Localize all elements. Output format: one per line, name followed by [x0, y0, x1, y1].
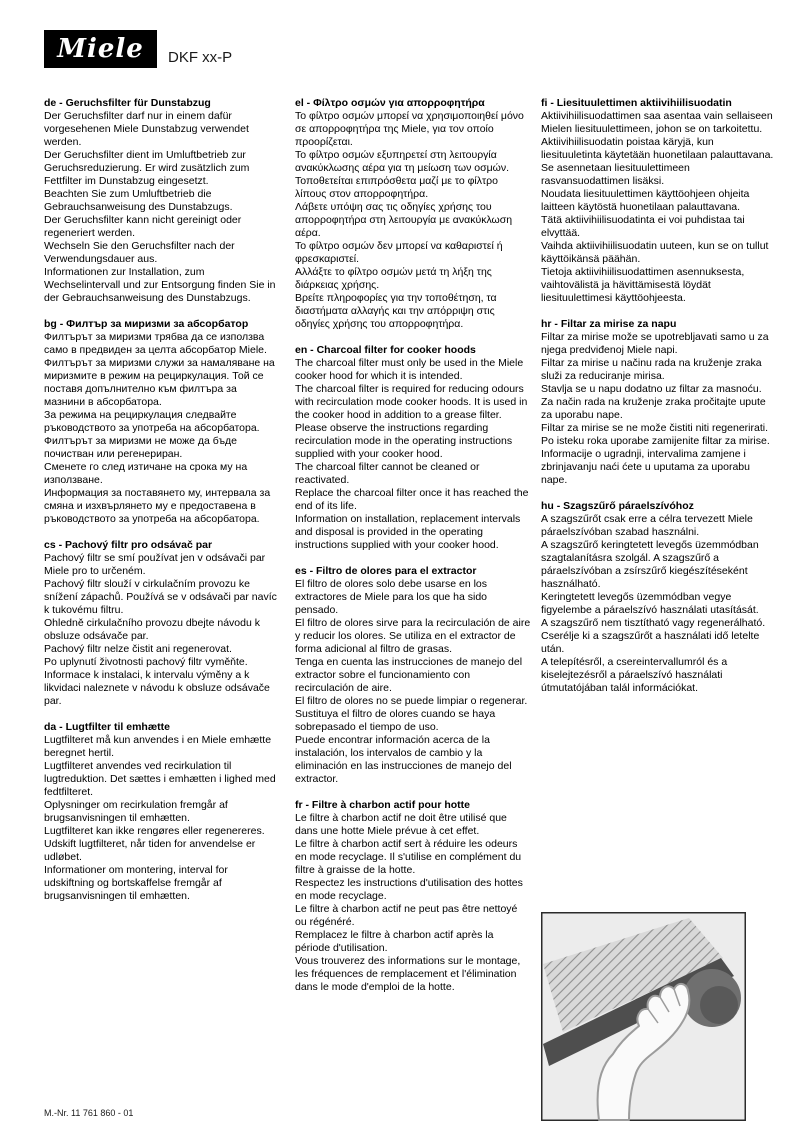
section-da — [44, 721, 280, 903]
paragraph: Oplysninger om recirkulation fremgår af brugsanvisningen til emhætten. — [44, 799, 228, 824]
paragraph: Filtar za mirise se ne može čistiti niti regenerirati. — [541, 422, 768, 434]
paragraph: Pachový filtr slouží v cirkulačním provozu ke snížení zápachů. Používá se v odsávači par navíc k tukovému filtru. — [44, 578, 277, 616]
paragraph: Informace k instalaci, k intervalu výměny a k likvidaci naleznete v návodu k obsluze odsávače par. — [44, 669, 270, 707]
paragraph: A telepítésről, a csereintervallumról és a kiselejtezésről a páraelszívó használati útmutatójában talál információkat. — [541, 656, 728, 694]
section-heading-hr: hr - Filtar za mirise za napu — [541, 318, 677, 330]
section-heading-fr: fr - Filtre à charbon actif pour hotte — [295, 799, 471, 811]
paragraph: Tätä aktiivihiilisuodatinta ei voi puhdistaa tai elvyttää. — [541, 214, 745, 239]
paragraph: El filtro de olores no se puede limpiar o regenerar. — [295, 695, 528, 707]
section-fr — [295, 799, 531, 994]
paragraph: Der Geruchsfilter darf nur in einem dafür vorgesehenen Miele Dunstabzug verwendet werden. — [44, 110, 249, 148]
section-de — [44, 97, 280, 305]
paragraph: Το φίλτρο οσμών εξυπηρετεί στη λειτουργία ανακύκλωσης αέρα για τη μείωση των οσμών. Τοποθετείται επιπρόσθετα μαζί με το φίλτρο λίπους στον απορροφητήρα. — [295, 149, 510, 200]
miele-logo — [44, 30, 157, 68]
paragraph: Филтърът за миризми не може да бъде почистван или регенериран. — [44, 435, 238, 460]
section-heading-el: el - Φίλτρο οσμών για απορροφητήρα — [295, 97, 485, 109]
paragraph: Αλλάξτε το φίλτρο οσμών μετά τη λήξη της διάρκειας χρήσης. — [295, 266, 492, 291]
paragraph: The charcoal filter is required for reducing odours with recirculation mode cooker hoods. It is used in the cooker hood in addition to a grease filter. — [295, 383, 528, 421]
section-hr — [541, 318, 777, 487]
paragraph: Tenga en cuenta las instrucciones de manejo del extractor sobre el funcionamiento con recirculación de aire. — [295, 656, 523, 694]
paragraph: Aktiivihiilisuodatin poistaa käryjä, kun liesituuletinta käytetään huonetilaan palauttavana. — [541, 136, 774, 161]
paragraph: Informationen zur Installation, zum Wechselintervall und zur Entsorgung finden Sie in der Gebrauchsanweisung des Dunstabzugs. — [44, 266, 276, 304]
section-hu — [541, 500, 777, 695]
paragraph: El filtro de olores solo debe usarse en los extractores de Miele para los que ha sido pensado. — [295, 578, 488, 616]
paragraph: Puede encontrar información acerca de la instalación, los intervalos de cambio y la eliminación en las instrucciones de manejo del extractor. — [295, 734, 512, 785]
section-heading-cs: cs - Pachový filtr pro odsávač par — [44, 539, 213, 551]
paragraph: Βρείτε πληροφορίες για την τοποθέτηση, τα διαστήματα αλλαγής και την απόρριψη στις οδηγίες χρήσης του απορροφητήρα. — [295, 292, 497, 330]
paragraph: Respectez les instructions d'utilisation des hottes en mode recyclage. — [295, 877, 523, 902]
section-heading-fi: fi - Liesituulettimen aktiivihiilisuodatin — [541, 97, 732, 109]
paragraph: Keringtetett levegős üzemmódban vegye figyelembe a páraelszívó használati utasítását. — [541, 591, 759, 616]
paragraph: Replace the charcoal filter once it has reached the end of its life. — [295, 487, 529, 512]
paragraph: Der Geruchsfilter dient im Umluftbetrieb zur Geruchsreduzierung. Er wird zusätzlich zum Fettfilter im Dunstabzug eingesetzt. — [44, 149, 250, 187]
paragraph: A szagszűrőt csak erre a célra tervezett Miele páraelszívóban szabad használni. — [541, 513, 753, 538]
brand-wordmark: Miele — [57, 34, 144, 64]
column-3 — [541, 97, 777, 708]
paragraph: Noudata liesituulettimen käyttöohjeen ohjeita laitteen käytöstä huonetilaan palauttavana. — [541, 188, 750, 213]
paragraph: Le filtre à charbon actif ne doit être utilisé que dans une hotte Miele prévue à cet effet. — [295, 812, 507, 837]
filter-illustration — [541, 912, 746, 1121]
paragraph: A szagszűrő keringtetett levegős üzemmódban szagtalanításra szolgál. A szagszűrő a páraelszívóban a zsírszűrő kiegészítéseként használható. — [541, 539, 759, 590]
paragraph: A szagszűrő nem tisztítható vagy regenerálható. — [541, 617, 766, 629]
paragraph: Po uplynutí životnosti pachový filtr vyměňte. — [44, 656, 248, 668]
paragraph: За режима на рециркулация следвайте ръководството за употреба на абсорбатора. — [44, 409, 260, 434]
paragraph: Информация за поставянето му, интервала за смяна и изхвърлянето му е предоставена в ръководството за употреба на абсорбатора. — [44, 487, 271, 525]
material-number: M.-Nr. 11 761 860 - 01 — [44, 1108, 134, 1118]
paragraph: Tietoja aktiivihiilisuodattimen asennuksesta, vaihtovälistä ja hävittämisestä löydät liesituulettimesi käyttöohjeesta. — [541, 266, 745, 304]
paragraph: Sustituya el filtro de olores cuando se haya sobrepasado el tiempo de uso. — [295, 708, 496, 733]
paragraph: Po isteku roka uporabe zamijenite filtar za mirise. — [541, 435, 770, 447]
paragraph: Vaihda aktiivihiilisuodatin uuteen, kun se on tullut käyttöikänsä päähän. — [541, 240, 769, 265]
column-1 — [44, 97, 280, 916]
paragraph: Informationer om montering, interval for udskiftning og bortskaffelse fremgår af brugsanvisningen til emhætten. — [44, 864, 228, 902]
paragraph: The charcoal filter must only be used in the Miele cooker hood for which it is intended. — [295, 357, 524, 382]
section-heading-da: da - Lugtfilter til emhætte — [44, 721, 170, 733]
section-fi — [541, 97, 777, 305]
section-heading-bg: bg - Филтър за миризми за абсорбатор — [44, 318, 249, 330]
paragraph: Λάβετε υπόψη σας τις οδηγίες χρήσης του απορροφητήρα στη λειτουργία με ανακύκλωση αέρα. — [295, 201, 513, 239]
paragraph: Pachový filtr se smí používat jen v odsávači par Miele pro to určeném. — [44, 552, 266, 577]
section-bg — [44, 318, 280, 526]
paragraph: El filtro de olores sirve para la recirculación de aire y reducir los olores. Se utiliza en el extractor de forma adicional al filtro de grasas. — [295, 617, 531, 655]
paragraph: Please observe the instructions regarding recirculation mode in the operating instructions supplied with your cooker hood. — [295, 422, 513, 460]
paragraph: Το φίλτρο οσμών μπορεί να χρησιμοποιηθεί μόνο σε απορροφητήρα της Miele, για τον οποίο προορίζεται. — [295, 110, 524, 148]
paragraph: Филтърът за миризми трябва да се използва само в предвиден за целта абсорбатор Miele. — [44, 331, 267, 356]
paragraph: Aktiivihiilisuodattimen saa asentaa vain sellaiseen Mielen liesituulettimeen, johon se on tarkoitettu. — [541, 110, 773, 135]
section-heading-en: en - Charcoal filter for cooker hoods — [295, 344, 476, 356]
section-heading-es: es - Filtro de olores para el extractor — [295, 565, 477, 577]
paragraph: Informacije o ugradnji, intervalima zamjene i zbrinjavanju naći ćete u uputama za uporabu nape. — [541, 448, 750, 486]
paragraph: Information on installation, replacement intervals and disposal is provided in the operating instructions supplied with your cooker hood. — [295, 513, 521, 551]
charcoal-filter-disc-shadow — [700, 986, 738, 1024]
paragraph: Filtar za mirise može se upotrebljavati samo u za njega predviđenoj Miele napi. — [541, 331, 769, 356]
paragraph: Stavlja se u napu dodatno uz filtar za masnoću. — [541, 383, 762, 395]
paragraph: Der Geruchsfilter kann nicht gereinigt oder regeneriert werden. — [44, 214, 242, 239]
paragraph: Филтърът за миризми служи за намаляване на миризмите в режим на рециркулация. Той се поставя допълнително към филтъра за мазнини в абсорбатора. — [44, 357, 275, 408]
paragraph: Ohledně cirkulačního provozu dbejte návodu k obsluze odsávače par. — [44, 617, 260, 642]
paragraph: Pachový filtr nelze čistit ani regenerovat. — [44, 643, 232, 655]
paragraph: Za način rada na kruženje zraka pročitajte upute za uporabu nape. — [541, 396, 766, 421]
paragraph: Filtar za mirise u načinu rada na kruženje zraka služi za reduciranje mirisa. — [541, 357, 762, 382]
section-en — [295, 344, 531, 552]
section-cs — [44, 539, 280, 708]
paragraph: Le filtre à charbon actif ne peut pas être nettoyé ou régénéré. — [295, 903, 518, 928]
paragraph: Vous trouverez des informations sur le montage, les fréquences de remplacement et l'élimination dans le mode d'emploi de la hotte. — [295, 955, 521, 993]
paragraph: Cserélje ki a szagszűrőt a használati idő letelte után. — [541, 630, 760, 655]
paragraph: Сменете го след изтичане на срока му на използване. — [44, 461, 248, 486]
hand-inserting-filter-drawing — [541, 912, 746, 1121]
paragraph: Lugtfilteret anvendes ved recirkulation til lugtreduktion. Det sættes i emhætten i lighed med fedtfilteret. — [44, 760, 276, 798]
paragraph: Le filtre à charbon actif sert à réduire les odeurs en mode recyclage. Il s'utilise en complément du filtre à graisse de la hotte. — [295, 838, 522, 876]
column-2 — [295, 97, 531, 1007]
paragraph: Remplacez le filtre à charbon actif après la période d'utilisation. — [295, 929, 494, 954]
section-heading-hu: hu - Szagszűrő páraelszívóhoz — [541, 500, 694, 512]
section-heading-de: de - Geruchsfilter für Dunstabzug — [44, 97, 211, 109]
paragraph: Το φίλτρο οσμών δεν μπορεί να καθαριστεί ή φρεσκαριστεί. — [295, 240, 503, 265]
paragraph: Wechseln Sie den Geruchsfilter nach der Verwendungsdauer aus. — [44, 240, 235, 265]
paragraph: Lugtfilteret kan ikke rengøres eller regenereres. — [44, 825, 265, 837]
paragraph: Se asennetaan liesituulettimeen rasvansuodattimen lisäksi. — [541, 162, 690, 187]
paragraph: Beachten Sie zum Umluftbetrieb die Gebrauchsanweisung des Dunstabzugs. — [44, 188, 233, 213]
paragraph: Lugtfilteret må kun anvendes i en Miele emhætte beregnet hertil. — [44, 734, 272, 759]
section-el — [295, 97, 531, 331]
paragraph: The charcoal filter cannot be cleaned or reactivated. — [295, 461, 480, 486]
model-number: DKF xx-P — [168, 49, 233, 66]
section-es — [295, 565, 531, 786]
paragraph: Udskift lugtfilteret, når tiden for anvendelse er udløbet. — [44, 838, 256, 863]
